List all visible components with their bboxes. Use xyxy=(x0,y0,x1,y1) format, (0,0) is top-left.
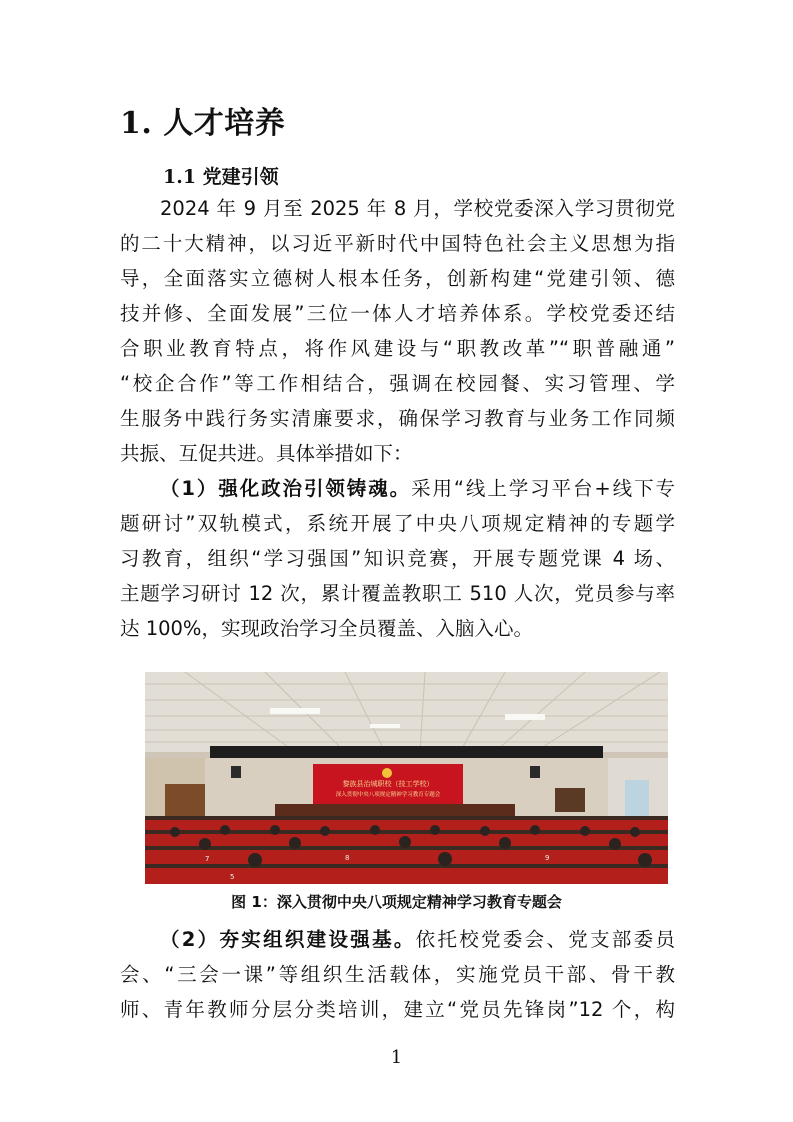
text-line: 技并修、全面发展”三位一体人才培养体系。学校党委还结 xyxy=(120,302,675,325)
item-text: 依托校党委会、党支部委员 xyxy=(415,928,675,951)
banner-subtitle: 深入贯彻中央八项规定精神学习教育专题会 xyxy=(335,792,441,798)
text-line: 达 100%，实现政治学习全员覆盖、入脑入心。 xyxy=(120,617,533,640)
page-number: 1 xyxy=(390,1047,403,1068)
paragraph-intro xyxy=(120,191,675,471)
text-line: 会、“三会一课”等组织生活载体，实施党员干部、骨干教 xyxy=(120,963,675,986)
meeting-photo xyxy=(145,672,668,884)
text-line xyxy=(120,471,675,506)
text-line: 共振、互促共进。具体举措如下： xyxy=(120,442,413,465)
text-line: 生服务中践行务实清廉要求，确保学习教育与业务工作同频 xyxy=(120,407,675,430)
section-heading: 1. 人才培养 xyxy=(120,106,286,141)
text-line: “校企合作”等工作相结合，强调在校园餐、实习管理、学 xyxy=(120,372,675,395)
seat-number: 8 xyxy=(345,854,350,862)
seat-number: 7 xyxy=(205,855,210,863)
figure-caption: 图 1：深入贯彻中央八项规定精神学习教育专题会 xyxy=(231,893,562,911)
seat-number: 9 xyxy=(545,854,550,862)
seat-number: 5 xyxy=(230,873,235,881)
paragraph-item-1 xyxy=(120,471,675,646)
text-line xyxy=(120,922,675,957)
text-line: 2024 年 9 月至 2025 年 8 月，学校党委深入学习贯彻党 xyxy=(160,197,675,220)
text-line: 合职业教育特点，将作风建设与“职教改革”“职普融通” xyxy=(120,337,675,360)
text-line: 的二十大精神，以习近平新时代中国特色社会主义思想为指 xyxy=(120,232,675,255)
text-line: 主题学习研讨 12 次，累计覆盖教职工 510 人次，党员参与率 xyxy=(120,582,675,605)
text-line: 导，全面落实立德树人根本任务，创新构建“党建引领、德 xyxy=(120,267,675,290)
paragraph-item-2 xyxy=(120,922,675,1027)
subsection-heading: 1.1 党建引领 xyxy=(163,166,279,188)
banner-title: 黎族县治城职校（技工学校） xyxy=(342,780,434,788)
item-text: 采用“线上学习平台+线下专 xyxy=(411,477,675,500)
item-lead: （2）夯实组织建设强基。 xyxy=(160,928,416,951)
text-line: 师、青年教师分层分类培训，建立“党员先锋岗”12 个，构 xyxy=(120,998,675,1021)
item-lead: （1）强化政治引领铸魂。 xyxy=(160,477,412,500)
text-line: 题研讨”双轨模式，系统开展了中央八项规定精神的专题学 xyxy=(120,512,675,535)
text-line: 习教育，组织“学习强国”知识竞赛，开展专题党课 4 场、 xyxy=(120,547,675,570)
